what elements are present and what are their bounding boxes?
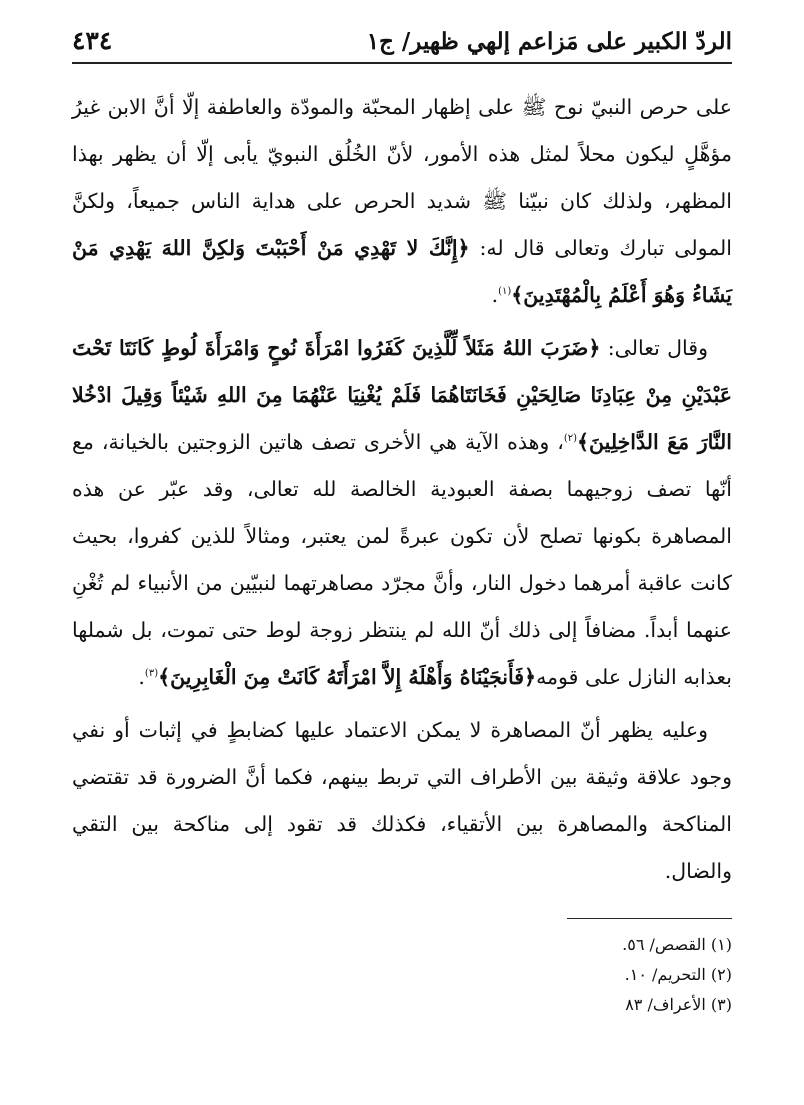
main-text (72, 84, 732, 895)
paragraph-3 (72, 707, 732, 895)
paragraph-2-text-a: وقال تعالى: (600, 336, 708, 360)
footnote-2: (٢) التحريم/ ١٠. (624, 965, 732, 984)
footnote-separator (567, 918, 732, 919)
footnote-marker-3: (٣) (144, 668, 159, 680)
page-header (72, 26, 732, 64)
paragraph-2 (72, 325, 732, 701)
paragraph-1 (72, 84, 732, 319)
footnote-marker-1: (١) (498, 286, 512, 298)
page-number: ٤٣٤ (72, 26, 113, 55)
paragraph-2-text-c: . (138, 665, 145, 689)
quran-quote-2: ﴿ضَرَبَ اللهُ مَثَلاً لِّلَّذِينَ كَفَرُوا امْرَأَةَ نُوحٍ وَامْرَأَةَ لُوطٍ كَانَتَا تَحْتَ عَبْدَيْنِ مِنْ عِبَادِنَا صَالِحَيْنِ فَخَانَتَاهُمَا فَلَمْ يُغْنِيَا عَنْهُمَا مِنَ اللهِ شَيْئاً وَقِيلَ ادْخُلا النَّارَ مَعَ الدَّاخِلِينَ﴾ (72, 336, 733, 454)
footnote-marker-2: (٢) (563, 433, 578, 445)
footnote-3: (٣) الأعراف/ ٨٣ (625, 995, 732, 1014)
paragraph-1-text-a: على حرص النبيّ نوح ﷺ على إظهار المحبّة والمودّة والعاطفة إلّا أنَّ الابن غيرُ مؤهَّلٍ ليكون محلاً لمثل هذه الأمور، لأنّ الخُلُق النبويّ يأبى إلّا أن يظهر بهذا المظهر، ولذلك كان نبيّنا ﷺ شديد الحرص على هداية الناس جميعاً، ولكنَّ المولى تبارك وتعالى قال له: (72, 95, 733, 260)
paragraph-2-text-b: ، وهذه الآية هي الأخرى تصف هاتين الزوجتين بالخيانة، مع أنّها تصف زوجيهما بصفة العبودية الخالصة لله تعالى، وقد عبّر عن هذه المصاهرة بكونها تصلح لأن تكون عبرةً لمن يعتبر، ومثالاً للذين كفروا، بحيث كانت عاقبة أمرهما دخول النار، وأنَّ مجرّد مصاهرتهما لنبيّين من الأنبياء لم تُغْنِ عنهما أبداً. مضافاً إلى ذلك أنّ الله لم ينتظر زوجة لوط حتى تموت، بل شملها بعذابه النازل على قومه (72, 430, 732, 689)
paragraph-1-text-b: . (491, 283, 499, 307)
footnotes (300, 930, 732, 1020)
running-title: الردّ الكبير على مَزاعم إلهي ظهير/ ج١ (366, 28, 732, 55)
footnote-1: (١) القصص/ ٥٦. (622, 935, 732, 954)
paragraph-3-text: وعليه يظهر أنّ المصاهرة لا يمكن الاعتماد عليها كضابطٍ في إثبات أو نفي وجود علاقة وثيقة بين الأطراف التي تربط بينهم، فكما أنَّ الضرورة قد تقتضي المناكحة والمصاهرة بين الأتقياء، فكذلك قد تقود إلى مناكحة بين التقي والضال. (72, 718, 732, 883)
quran-quote-1: ﴿إِنَّكَ لا تَهْدِي مَنْ أَحْبَبْتَ وَلكِنَّ اللهَ يَهْدِي مَنْ يَشَاءُ وَهُوَ أَعْلَمُ بِالْمُهْتَدِينَ﴾ (72, 236, 732, 307)
quran-quote-3: ﴿فَأَنجَيْنَاهُ وَأَهْلَهُ إِلاَّ امْرَأَتَهُ كَانَتْ مِنَ الْغَابِرِينَ﴾ (158, 665, 537, 689)
